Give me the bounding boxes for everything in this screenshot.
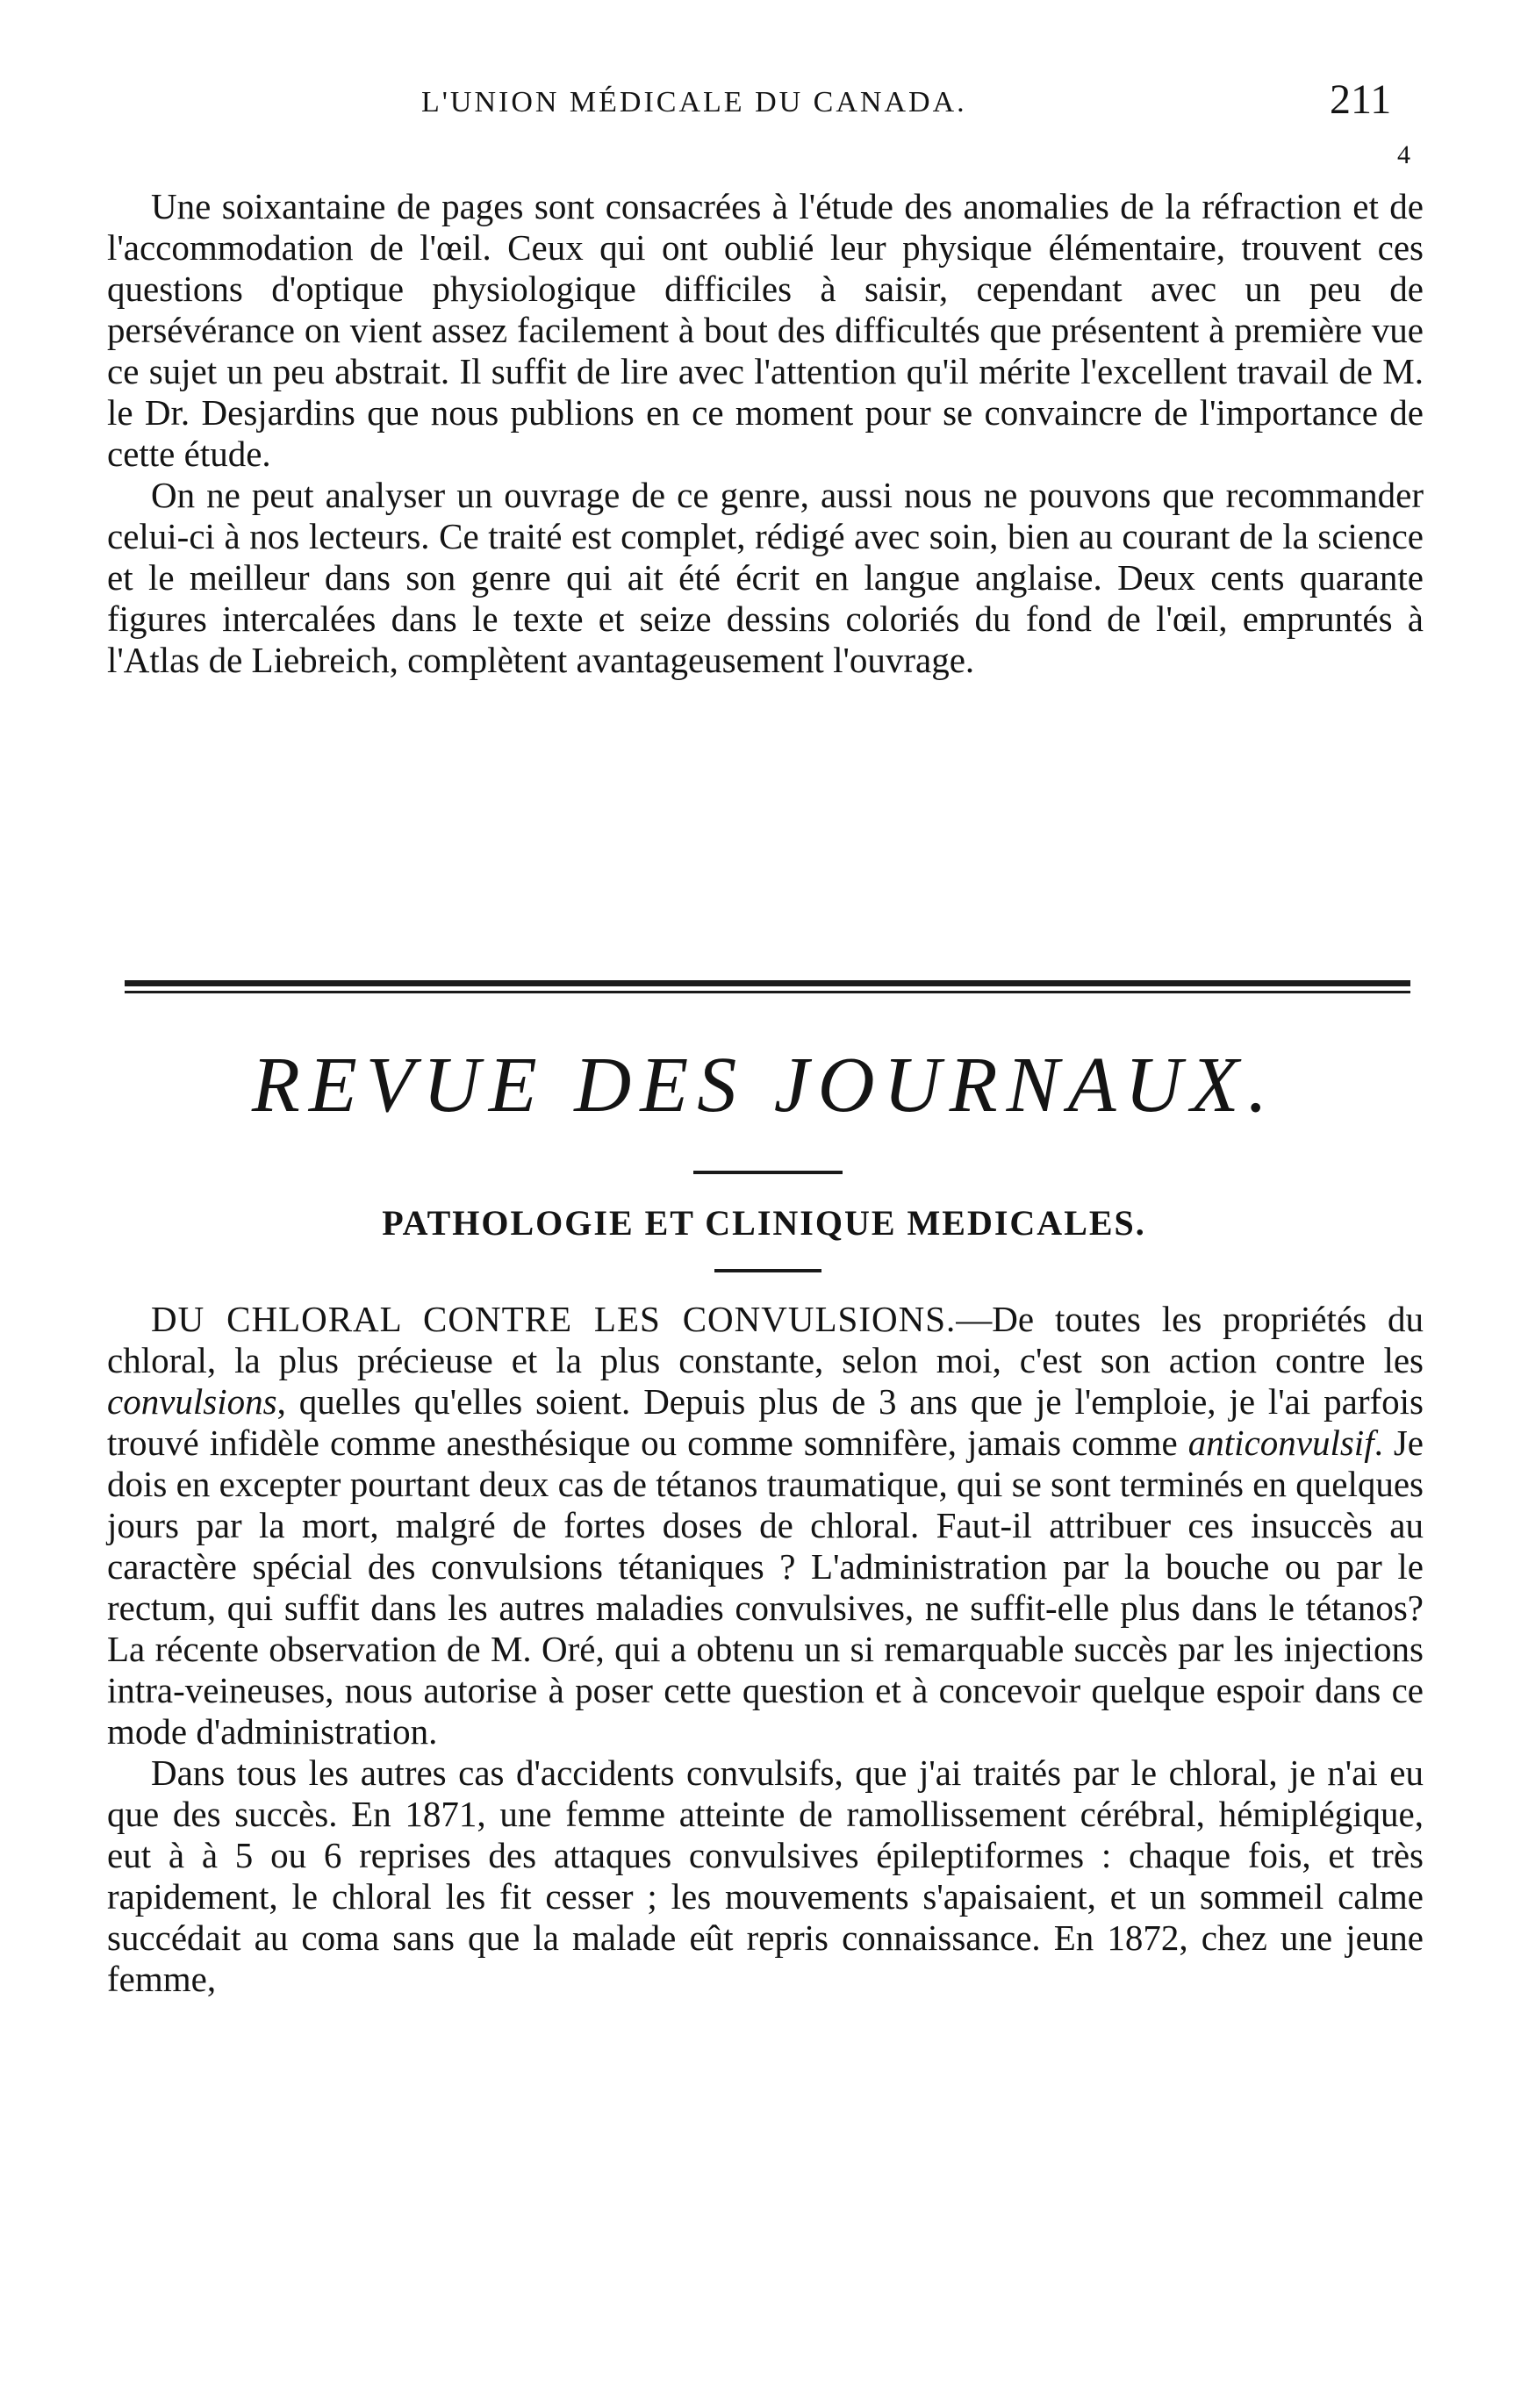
divider-thin-line xyxy=(125,991,1410,993)
emphasis-convulsions: convulsions xyxy=(107,1381,277,1422)
section-divider xyxy=(125,980,1410,996)
emphasis-anticonvulsif: anticonvulsif xyxy=(1187,1423,1374,1463)
review-paragraph-1: Une soixantaine de pages sont consacrées à l'étude des anomalies de la réfraction et de l'accommodation de l'œil. Ceux qui ont oublié leur physique élémentaire, trouvent ces questions d'optique physiologique difficiles à saisir, cependant avec un peu de persévérance on vient assez facilement à bout des difficultés que présentent à première vue ce sujet un peu abstrait. Il suffit de lire avec l'attention qu'il mérite l'excellent travail de M. le Dr. Desjardins que nous publions en ce moment pour se convaincre de l'importance de cette étude. xyxy=(107,186,1424,474)
article-text-run: —De toutes les propriétés du chloral, la plus précieuse et la plus constante, selon moi, c'est son action contre les xyxy=(107,1299,1424,1380)
review-text xyxy=(107,186,1424,681)
divider-thick-line xyxy=(125,980,1410,986)
article-paragraph-2: Dans tous les autres cas d'accidents convulsifs, que j'ai traités par le chloral, je n'ai eu que des succès. En 1871, une femme atteinte de ramollissement cérébral, hémiplégique, eut à à 5 ou 6 reprises des attaques convulsives épileptiformes : chaque fois, et très rapidement, le chloral les fit cesser ; les mouvements s'apaisaient, et un sommeil calme succédait au coma sans que la malade eût repris connaissance. En 1872, chez une jeune femme, xyxy=(107,1752,1424,1999)
subsection-rule xyxy=(714,1269,821,1272)
review-paragraph-2: On ne peut analyser un ouvrage de ce genre, aussi nous ne pouvons que recommander celui-ci à nos lecteurs. Ce traité est complet, rédigé avec soin, bien au courant de la science et le meilleur dans son genre qui ait été écrit en langue anglaise. Deux cents quarante figures intercalées dans le texte et seize dessins coloriés du fond de l'œil, empruntés à l'Atlas de Liebreich, complètent avantageusement l'ouvrage. xyxy=(107,475,1424,680)
running-head: L'UNION MÉDICALE DU CANADA. xyxy=(421,86,967,118)
page-number: 211 xyxy=(1330,76,1392,123)
title-rule xyxy=(693,1171,843,1174)
article-text-run: . Je dois en excepter pourtant deux cas de tétanos traumatique, qui se sont terminés en quelques jours par la mort, malgré de fortes doses de chloral. Faut-il attribuer ces insuccès au caractère spécial des convulsions tétaniques ? L'administration par la bouche ou par le rectum, qui suffit dans les autres maladies convulsives, ne suffit-elle plus dans le tétanos? La récente observation de M. Oré, qui a obtenu un si remarquable succès par les injections intra-veineuses, nous autorise à poser cette question et à concevoir quelque espoir dans ce mode d'administration. xyxy=(107,1423,1424,1752)
article-text-run: , quelles qu'elles soient. Depuis plus de 3 ans que je l'emploie, je l'ai parfois trouvé infidèle comme anesthésique ou comme somnifère, jamais comme xyxy=(107,1381,1424,1463)
article-text xyxy=(107,1299,1424,2000)
margin-mark: 4 xyxy=(1397,140,1410,169)
section-title: REVUE DES JOURNAUX. xyxy=(251,1042,1277,1129)
subsection-title: PATHOLOGIE ET CLINIQUE MEDICALES. xyxy=(382,1203,1146,1243)
article-heading: DU CHLORAL CONTRE LES CONVULSIONS. xyxy=(151,1299,957,1339)
article-paragraph-1 xyxy=(107,1299,1424,1752)
